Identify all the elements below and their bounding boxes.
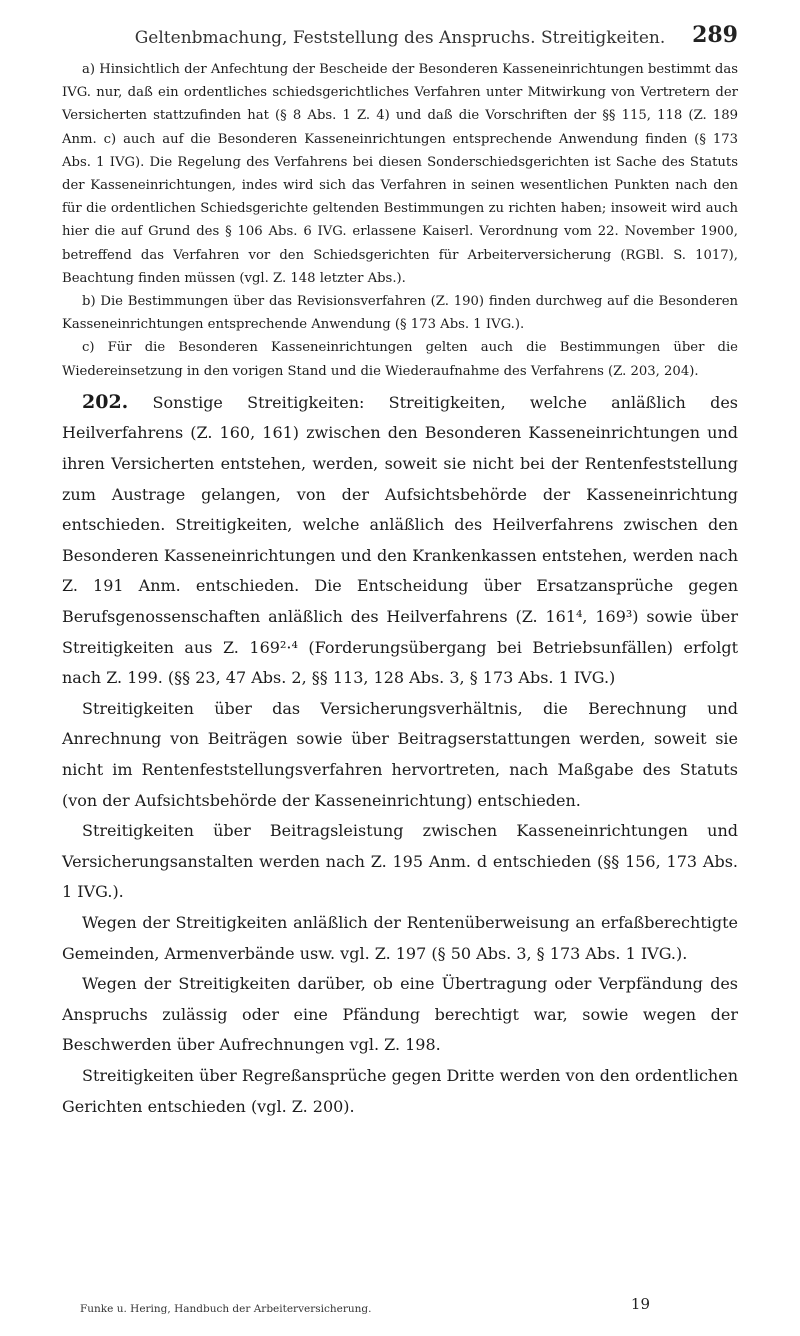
signature-mark: 19: [630, 1295, 650, 1313]
page-footer: [62, 1297, 738, 1316]
paragraph-regressansprueche: Streitigkeiten über Regreßansprüche gegen Dritte werden von den ordentlichen Gerichten entschieden (vgl. Z. 200).: [62, 1065, 738, 1116]
paragraph-c: c) Für die Besonderen Kasseneinrichtungen gelten auch die Bestimmungen über die Wiedereinsetzung in den vorigen Stand und die Wiederaufnahme des Verfahrens (Z. 203, 204).: [62, 340, 738, 379]
paragraph-versicherungsverhaeltnis: Streitigkeiten über das Versicherungsverhältnis, die Berechnung und Anrechnung von Beiträgen sowie über Beitragserstattungen werden, soweit sie nicht im Rentenfeststellungsverfahren hervortreten, nach Maßgabe des Statuts (von der Aufsichtsbehörde der Kasseneinrichtung) entschieden.: [62, 698, 738, 810]
paragraph-a: a) Hinsichtlich der Anfechtung der Bescheide der Besonderen Kasseneinrichtungen bestimmt das IVG. nur, daß ein ordentliches schiedsgerichtliches Verfahren unter Mitwirkung von Vertretern der Versicherten stattzufinden hat (§ 8 Abs. 1 Z. 4) und daß die Vorschriften der §§ 115, 118 (Z. 189 Anm. c) auch auf die Besonderen Kasseneinrichtungen entsprechende Anwendung finden (§ 173 Abs. 1 IVG). Die Regelung des Verfahrens bei diesen Sonderschiedsgerichten ist Sache des Statuts der Kasseneinrichtungen, indes wird sich das Verfahren in seinen wesentlichen Punkten nach den für die ordentlichen Schiedsgerichte geltenden Bestimmungen zu richten haben; insoweit wird auch hier die auf Grund des § 106 Abs. 6 IVG. erlassene Kaiserl. Verordnung vom 22. November 1900, betreffend das Verfahren vor den Schiedsgerichten für Arbeiterversicherung (RGBl. S. 1017), Beachtung finden müssen (vgl. Z. 148 letzter Abs.).: [62, 62, 738, 286]
section-number: 202.: [82, 390, 129, 413]
section-202-paragraph: [62, 387, 738, 694]
page-number: 289: [692, 22, 738, 48]
running-head-title: Geltenbmachung, Feststellung des Anspruchs. Streitigkeiten.: [134, 28, 666, 48]
section-202-text: Sonstige Streitigkeiten: Streitigkeiten, welche anläßlich des Heilverfahrens (Z. 160, 161) zwischen den Besonderen Kasseneinrichtungen und ihren Versicherten entstehen, werden, soweit sie nicht bei der Rentenfeststellung zum Austrage gelangen, von der Aufsichtsbehörde der Kasseneinrichtung entschieden. Streitigkeiten, welche anläßlich des Heilverfahrens zwischen den Besonderen Kasseneinrichtungen und den Krankenkassen entstehen, werden nach Z. 191 Anm. entschieden. Die Entscheidung über Ersatzansprüche gegen Berufsgenossenschaften anläßlich des Heilverfahrens (Z. 161⁴, 169³) sowie über Streitigkeiten aus Z. 169²·⁴ (Forderungsübergang bei Betriebsunfällen) erfolgt nach Z. 199. (§§ 23, 47 Abs. 2, §§ 113, 128 Abs. 3, § 173 Abs. 1 IVG.): [62, 392, 738, 688]
paragraph-beitragsleistung: Streitigkeiten über Beitragsleistung zwischen Kasseneinrichtungen und Versicherungsanstalten werden nach Z. 195 Anm. d entschieden (§§ 156, 173 Abs. 1 IVG.).: [62, 821, 738, 902]
paragraph-b: b) Die Bestimmungen über das Revisionsverfahren (Z. 190) finden durchweg auf die Besonderen Kasseneinrichtungen entsprechende Anwendung (§ 173 Abs. 1 IVG.).: [62, 294, 738, 333]
paragraph-rentenueberweisung: Wegen der Streitigkeiten anläßlich der Rentenüberweisung an erfaßberechtigte Gemeinden, Armenverbände usw. vgl. Z. 197 (§ 50 Abs. 3, § 173 Abs. 1 IVG.).: [62, 912, 738, 963]
book-reference: Funke u. Hering, Handbuch der Arbeiterversicherung.: [80, 1303, 372, 1315]
running-head: [62, 22, 738, 58]
paragraph-uebertragung: Wegen der Streitigkeiten darüber, ob eine Übertragung oder Verpfändung des Anspruchs zulässig oder eine Pfändung berechtigt war, sowie wegen der Beschwerden über Aufrechnungen vgl. Z. 198.: [62, 974, 738, 1055]
